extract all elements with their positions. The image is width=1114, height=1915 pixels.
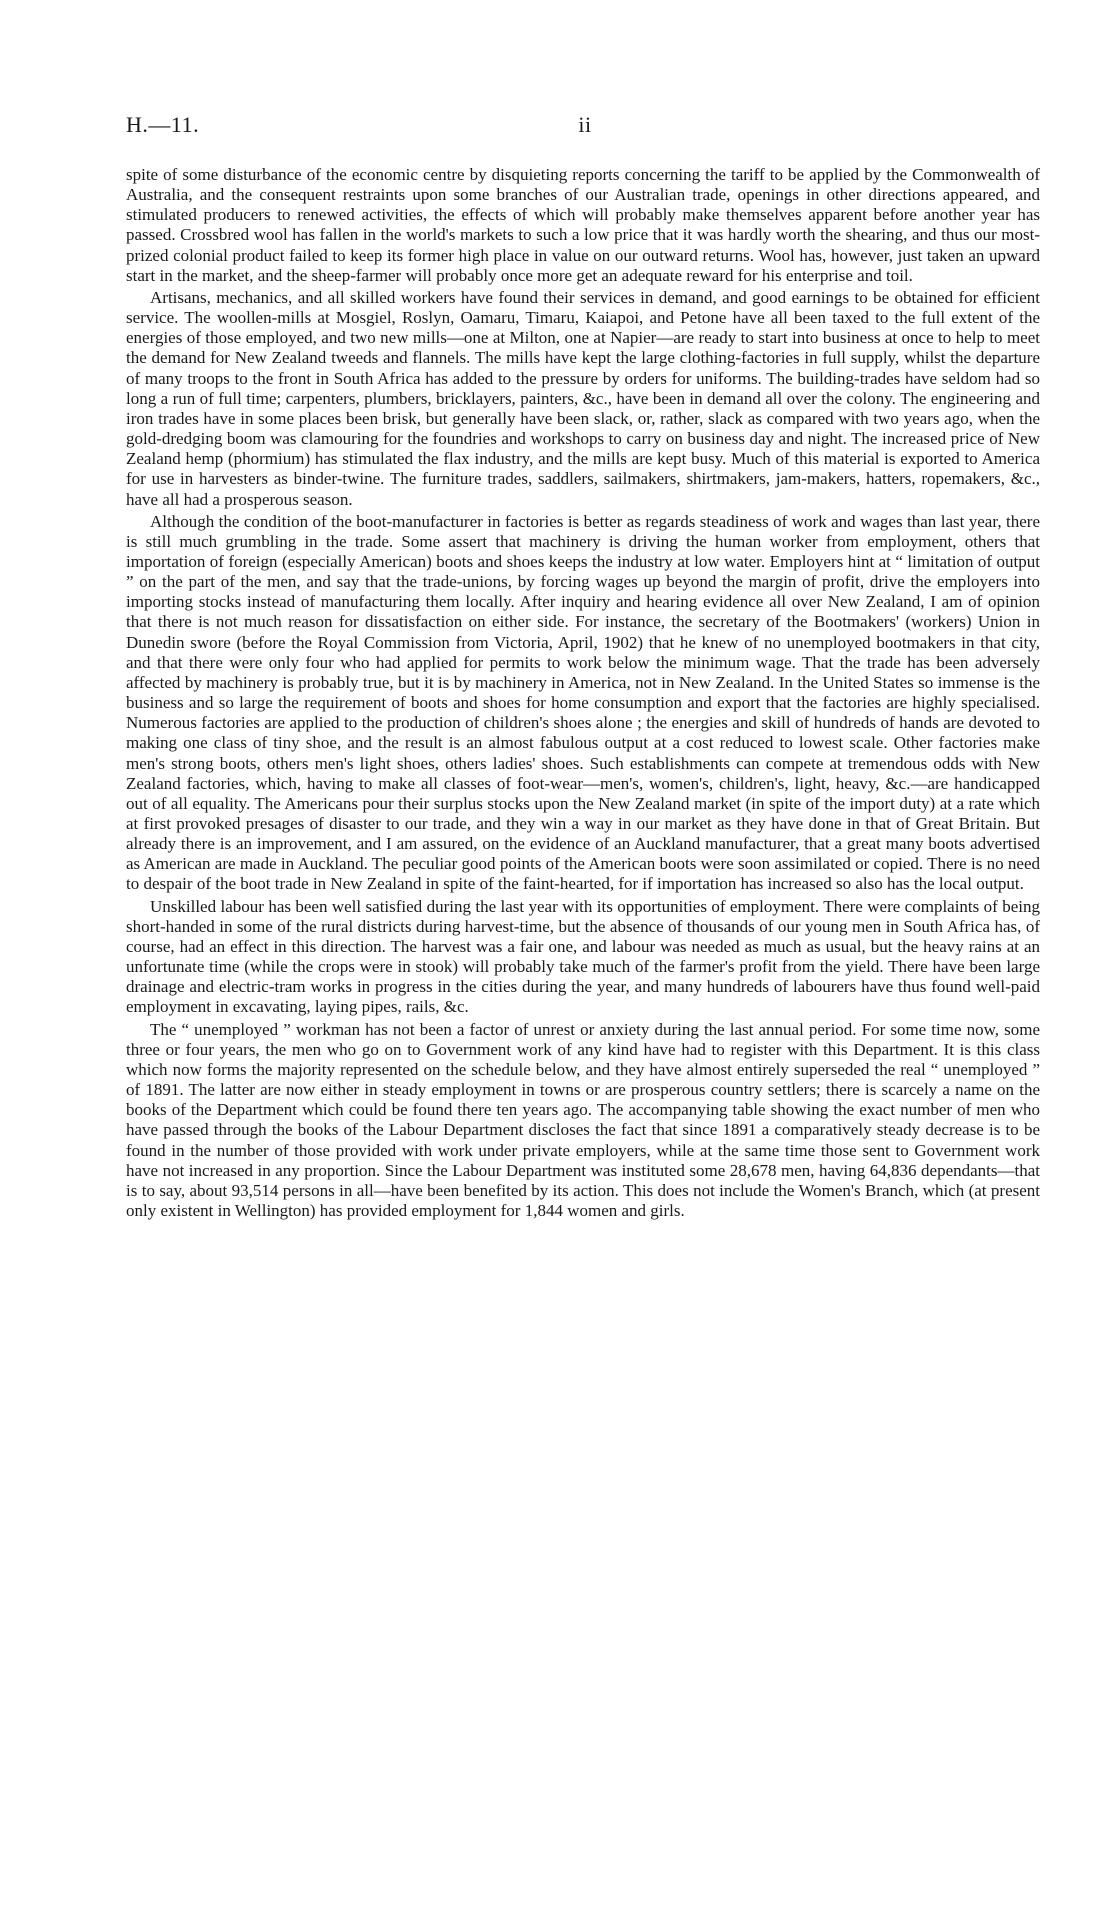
paragraph-skilled-workers: Artisans, mechanics, and all skilled workers have found their services in demand, and good earnings to be obtained for efficient service. The woollen-mills at Mosgiel, Roslyn, Oamaru, Timaru, Kaiapoi, and Petone have all been taxed to the full extent of the energies of those employed, and two new mills—one at Milton, one at Napier—are ready to start into business at once to help to meet the demand for New Zealand tweeds and flannels. The mills have kept the large clothing-factories in full supply, whilst the departure of many troops to the front in South Africa has added to the pressure by orders for uniforms. The building-trades have seldom had so long a run of full time; carpenters, plumbers, bricklayers, painters, &c., have been in demand all over the colony. The engineering and iron trades have in some places been brisk, but generally have been slack, or, rather, slack as compared with two years ago, when the gold-dredging boom was clamouring for the foundries and workshops to carry on business day and night. The increased price of New Zealand hemp (phormium) has stimulated the flax industry, and the mills are kept busy. Much of this material is exported to America for use in harvesters as binder-twine. The furniture trades, saddlers, sailmakers, shirtmakers, jam-makers, hatters, ropemakers, &c., have all had a prosperous season. (126, 287, 1040, 509)
body-text (126, 165, 1040, 1223)
page-header (126, 112, 1044, 142)
paragraph-unemployed: The “ unemployed ” workman has not been a factor of unrest or anxiety during the last annual period. For some time now, some three or four years, the men who go on to Government work of any kind have had to register with this Department. It is this class which now forms the majority represented on the schedule below, and they have almost entirely superseded the real “ unemployed ” of 1891. The latter are now either in steady employment in towns or are prosperous country settlers; there is scarcely a name on the books of the Department which could be found there ten years ago. The accompanying table showing the exact number of men who have passed through the books of the Labour Department discloses the fact that since 1891 a comparatively steady decrease is to be found in the number of those provided with work under private employers, while at the same time those sent to Government work have not increased in any proportion. Since the Labour Department was instituted some 28,678 men, having 64,836 dependants—that is to say, about 93,514 persons in all—have been benefited by its action. This does not include the Women's Branch, which (at present only existent in Wellington) has provided employment for 1,844 women and girls. (126, 1019, 1040, 1220)
paragraph-boot-trade: Although the condition of the boot-manufacturer in factories is better as regards steadiness of work and wages than last year, there is still much grumbling in the trade. Some assert that machinery is driving the human worker from employment, others that importation of foreign (especially American) boots and shoes keeps the industry at low water. Employers hint at “ limitation of output ” on the part of the men, and say that the trade-unions, by forcing wages up beyond the margin of profit, drive the employers into importing stocks instead of manufacturing them locally. After inquiry and hearing evidence all over New Zealand, I am of opinion that there is not much reason for dissatisfaction on either side. For instance, the secretary of the Bootmakers' (workers) Union in Dunedin swore (before the Royal Commission from Victoria, April, 1902) that he knew of no unemployed bootmakers in that city, and that there were only four who had applied for permits to work below the minimum wage. That the trade has been adversely affected by machinery is probably true, but it is by machinery in America, not in New Zealand. In the United States so immense is the business and so large the requirement of boots and shoes for home consumption and export that the factories are highly specialised. Numerous factories are applied to the production of children's shoes alone ; the energies and skill of hundreds of hands are devoted to making one class of tiny shoe, and the result is an almost fabulous output at a cost reduced to lowest scale. Other factories make men's strong boots, others men's light shoes, others ladies' shoes. Such establishments can compete at tremendous odds with New Zealand factories, which, having to make all classes of foot-wear—men's, women's, children's, light, heavy, &c.—are handicapped out of all equality. The Americans pour their surplus stocks upon the New Zealand market (in spite of the import duty) at a rate which at first provoked presages of disaster to our trade, and they win a way in our market as they have done in that of Great Britain. But already there is an improvement, and I am assured, on the evidence of an Auckland manufacturer, that a great many boots advertised as American are made in Auckland. The peculiar good points of the American boots were soon assimilated or copied. There is no need to despair of the boot trade in New Zealand in spite of the faint-hearted, for if importation has increased so also has the local output. (126, 511, 1040, 894)
document-reference: H.—11. (126, 112, 200, 137)
paragraph-wool-trade: spite of some disturbance of the economic centre by disquieting reports concerning the tariff to be applied by the Commonwealth of Australia, and the consequent restraints upon some branches of our Australian trade, openings in other directions appeared, and stimulated producers to renewed activities, the effects of which will probably make themselves apparent before another year has passed. Crossbred wool has fallen in the world's markets to such a low price that it was hardly worth the shearing, and thus our most-prized colonial product failed to keep its former high place in value on our outward returns. Wool has, however, just taken an upward start in the market, and the sheep-farmer will probably once more get an adequate reward for his enterprise and toil. (126, 165, 1040, 285)
page-number: ii (578, 112, 592, 137)
paragraph-unskilled-labour: Unskilled labour has been well satisfied during the last year with its opportunities of employment. There were complaints of being short-handed in some of the rural districts during harvest-time, but the absence of thousands of our young men in South Africa has, of course, had an effect in this direction. The harvest was a fair one, and labour was needed as much as usual, but the heavy rains at an unfortunate time (while the crops were in stook) will probably take much of the farmer's profit from the yield. There have been large drainage and electric-tram works in progress in the cities during the year, and many hundreds of labourers have thus found well-paid employment in excavating, laying pipes, rails, &c. (126, 896, 1040, 1017)
